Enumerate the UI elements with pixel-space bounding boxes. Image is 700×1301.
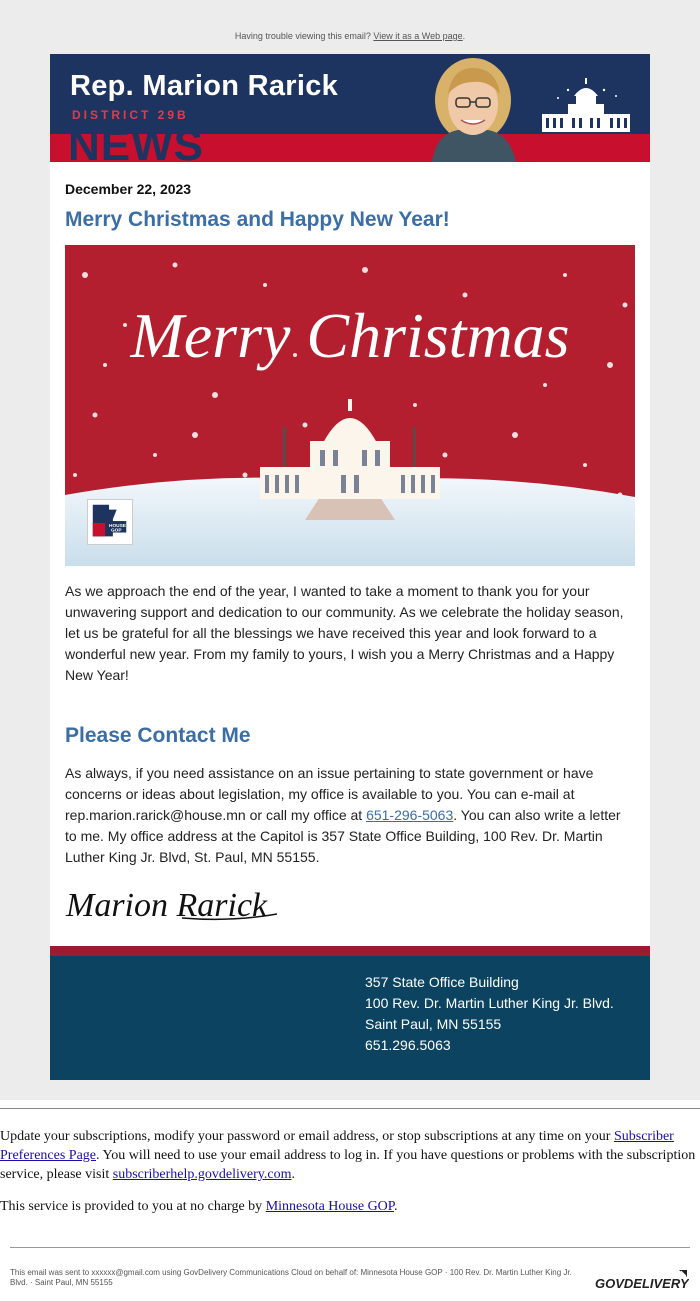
subscription-divider	[0, 1108, 700, 1109]
merry-christmas-script: Merry Christmas	[130, 300, 570, 371]
service-text-end: .	[394, 1199, 398, 1214]
contact-heading: Please Contact Me	[65, 724, 251, 747]
minnesota-house-gop-link[interactable]: Minnesota House GOP	[265, 1199, 395, 1214]
address-line-1: 357 State Office Building	[365, 974, 519, 990]
banner-district: DISTRICT 29B	[72, 108, 189, 122]
service-text-start: This service is provided to you at no charge by	[0, 1199, 266, 1214]
view-web-page-link[interactable]: View it as a Web page	[373, 31, 463, 41]
article-title: Merry Christmas and Happy New Year!	[65, 208, 450, 231]
legal-divider	[10, 1247, 690, 1248]
subscriber-preferences-link[interactable]: Subscriber Preferences Page	[0, 1129, 674, 1163]
address-line-2: 100 Rev. Dr. Martin Luther King Jr. Blvd.	[365, 995, 614, 1011]
newsletter-banner	[50, 54, 650, 162]
contact-paragraph	[65, 763, 635, 868]
banner-news-word: NEWS	[68, 121, 204, 162]
trouble-text: Having trouble viewing this email?	[234, 31, 371, 41]
contact-text-after: . You can also write a letter to me. My office address at the Capitol is 357 State Office Building, 100 Rev. Dr. Martin Luther King Jr. Blvd, St. Paul, MN 55155.	[65, 807, 621, 865]
legal-sent-text: This email was sent to xxxxxx@gmail.com using GovDelivery Communications Cloud on behalf of: Minnesota House GOP · 100 Rev. Dr. Martin Luther King Jr. Blvd. · Saint Paul, MN 55155	[10, 1268, 572, 1287]
merry-christmas-image	[65, 245, 635, 566]
logo-gop-text: GOP	[110, 528, 122, 534]
office-phone-link[interactable]: 651-296-5063	[366, 807, 454, 823]
subscription-text-2: . You will need to use your email address to log in. If you have questions or problems with the subscription service, please visit	[0, 1148, 696, 1182]
address-line-3: Saint Paul, MN 55155	[365, 1016, 502, 1032]
view-online-bar: Having trouble viewing this email? View it as a Web page.	[234, 31, 466, 41]
logo-house-text: HOUSE	[109, 523, 126, 529]
govdelivery-logo[interactable]	[595, 1268, 689, 1294]
service-text	[0, 1197, 700, 1216]
banner-rep-name: Rep. Marion Rarick	[70, 70, 339, 102]
footer-address-block	[50, 956, 650, 1080]
representative-portrait	[412, 54, 534, 162]
subscription-text-3: .	[291, 1167, 295, 1182]
newsletter-card	[50, 54, 650, 1080]
signature-image	[62, 874, 282, 934]
article-paragraph: As we approach the end of the year, I wanted to take a moment to thank you for your unwavering support and dedication to our community. As we celebrate the holiday season, let us be grateful for all the blessings we have received this year and look forward to a wonderful new year. From my family to yours, I wish you a Merry Christmas and a Happy New Year!	[65, 583, 624, 683]
subscription-text	[0, 1127, 700, 1184]
office-address	[365, 972, 614, 1056]
signature-text: Marion Rarick	[66, 887, 268, 924]
footer-phone: 651.296.5063	[365, 1037, 451, 1053]
subscription-text-1: Update your subscriptions, modify your password or email address, or stop subscriptions at any time on your	[0, 1129, 614, 1144]
capitol-building-icon	[538, 78, 634, 136]
contact-text-before: As always, if you need assistance on an issue pertaining to state government or have concerns or ideas about legislation, my office is available to you. You can e-mail at rep.marion.rarick@house.mn or call my office at	[65, 765, 594, 823]
footer-red-stripe	[50, 946, 650, 956]
subscriber-help-link[interactable]: subscriberhelp.govdelivery.com	[112, 1167, 292, 1182]
govdelivery-wordmark: GOVDELIVERY	[595, 1276, 689, 1291]
mn-house-gop-logo	[87, 499, 133, 545]
newsletter-date: December 22, 2023	[65, 181, 192, 197]
